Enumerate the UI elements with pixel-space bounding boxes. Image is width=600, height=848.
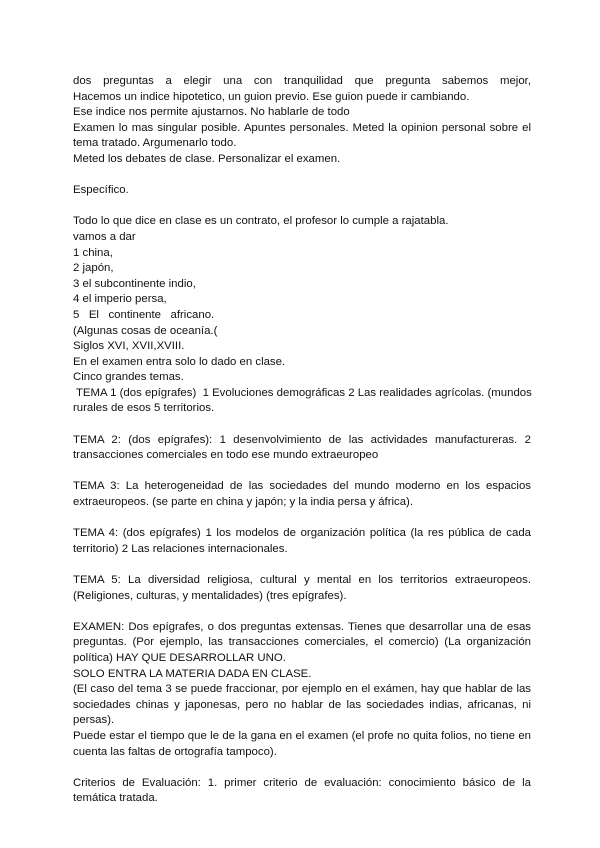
tema-5-paragraph: TEMA 5: La diversidad religiosa, cultural y mental en los territorios extraeuropeos. (Religiones, culturas, y mentalidades) (tres epígrafes). [73, 574, 531, 602]
tema-4-paragraph: TEMA 4: (dos epígrafes) 1 los modelos de organización política (la res pública de cada territorio) 2 Las relaciones internacionales. [73, 527, 531, 555]
blank-line [73, 464, 531, 480]
blank-line [73, 199, 531, 215]
exam-scope-line: En el examen entra solo lo dado en clase. [73, 355, 286, 368]
intro-line-4: Examen lo mas singular posible. Apuntes personales. Meted la opinion personal sobre el [73, 121, 531, 134]
blank-line [73, 417, 531, 433]
document-page [73, 74, 531, 807]
criteria-paragraph: Criterios de Evaluación: 1. primer criterio de evaluación: conocimiento básico de la temática tratada. [73, 776, 531, 805]
blank-line [73, 511, 531, 527]
region-item-oceania: (Algunas cosas de oceanía.( [73, 324, 218, 337]
exam-case-paragraph: (El caso del tema 3 se puede fraccionar, por ejemplo en el exámen, hay que hablar de las sociedades chinas y japonesas, pero no hablar de las sociedades indias, africanas, ni persas). [73, 683, 531, 727]
region-item-africa: 5 El continente africano. [73, 308, 215, 321]
contract-line-2: vamos a dar [73, 230, 136, 243]
five-themes-line: Cinco grandes temas. [73, 371, 184, 384]
intro-line-5: tema tratado. Argumenarlo todo. [73, 137, 237, 150]
tema-1-line-1: TEMA 1 (dos epígrafes) 1 Evoluciones demográficas 2 Las realidades agrícolas. (mundos [73, 386, 532, 399]
blank-line [73, 760, 531, 776]
blank-line [73, 557, 531, 573]
tema-1-line-2: rurales de esos 5 territorios. [73, 402, 215, 415]
intro-line-3: Ese indice nos permite ajustarnos. No hablarle de todo [73, 106, 350, 119]
blank-line [73, 604, 531, 620]
intro-line-6: Meted los debates de clase. Personalizar el examen. [73, 152, 341, 165]
contract-line-1: Todo lo que dice en clase es un contrato, el profesor lo cumple a rajatabla. [73, 215, 449, 228]
tema-3-paragraph: TEMA 3: La heterogeneidad de las sociedades del mundo moderno en los espacios extraeuropeos. (se parte en china y japón; y la india persa y áfrica). [73, 480, 531, 509]
region-item-india: 3 el subcontinente indio, [73, 277, 196, 290]
exam-paragraph: EXAMEN: Dos epígrafes, o dos preguntas extensas. Tienes que desarrollar una de esas preguntas. (Por ejemplo, las transacciones comerciales, el comercio) (La organización política) HAY QUE DESARROLLAR UNO. [73, 620, 531, 664]
intro-line-2: Hacemos un indice hipotetico, un guion previo. Ese guion puede ir cambiando. [73, 90, 470, 103]
tema-2-paragraph: TEMA 2: (dos epígrafes): 1 desenvolvimiento de las actividades manufactureras. 2 transacciones comerciales en todo ese mundo extraeuropeo [73, 433, 531, 462]
exam-only-line: SOLO ENTRA LA MATERIA DADA EN CLASE. [73, 667, 312, 680]
intro-line-1: dos preguntas a elegir una con tranquilidad que pregunta sabemos mejor, [73, 75, 531, 87]
blank-line [73, 168, 531, 184]
contract-block [73, 214, 531, 417]
specific-heading: Específico. [73, 184, 129, 197]
centuries-line: Siglos XVI, XVII,XVIII. [73, 340, 185, 353]
exam-time-paragraph: Puede estar el tiempo que le de la gana en el examen (el profe no quita folios, no tiene en cuenta las faltas de ortografía tampoco). [73, 729, 531, 758]
region-item-persia: 4 el imperio persa, [73, 293, 167, 306]
intro-block [73, 74, 531, 168]
region-item-japan: 2 japón, [73, 262, 114, 275]
region-item-china: 1 china, [73, 246, 113, 259]
